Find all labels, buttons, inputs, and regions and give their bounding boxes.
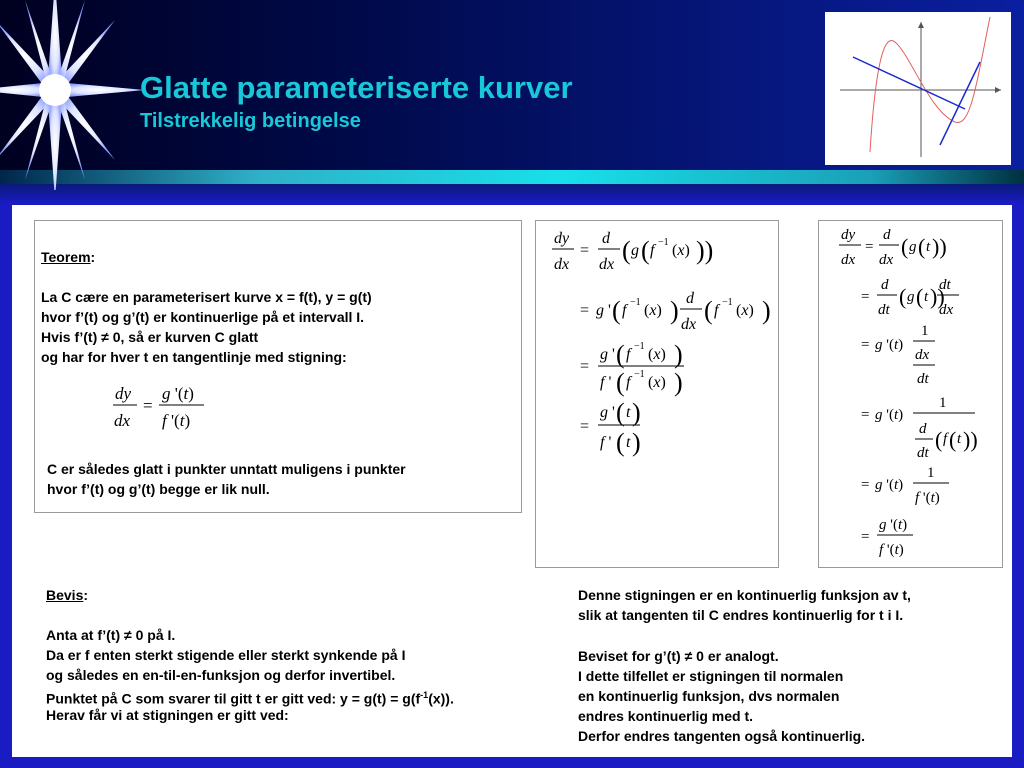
right-text-line: I dette tilfellet er stigningen til normalen — [578, 668, 844, 684]
svg-text:f ': f ' — [600, 374, 612, 391]
right-text-line: endres kontinuerlig med t. — [578, 708, 754, 724]
svg-text:t: t — [626, 434, 631, 451]
svg-text:=: = — [143, 396, 153, 415]
svg-text:d: d — [881, 277, 889, 293]
svg-text:g: g — [631, 242, 639, 259]
proof-point-tail: (x)). — [428, 690, 454, 707]
svg-text:): ) — [674, 368, 683, 397]
svg-text:f '(t): f '(t) — [915, 490, 940, 506]
svg-text:(x): (x) — [736, 302, 754, 319]
svg-text:=: = — [861, 477, 870, 493]
svg-text:(: ( — [612, 296, 621, 325]
inverse-superscript: -1 — [420, 690, 429, 700]
svg-text:dy: dy — [554, 230, 570, 247]
curve-thumbnail — [825, 12, 1011, 165]
content-area — [12, 205, 1012, 757]
svg-text:(: ( — [616, 368, 625, 397]
svg-text:1: 1 — [927, 465, 935, 481]
svg-text:=: = — [580, 302, 590, 319]
theorem-heading: Teorem — [41, 249, 91, 265]
svg-text:): ) — [632, 398, 641, 427]
slope-formula — [109, 379, 239, 439]
theorem-line: og har for hver t en tangentlinje med stigning: — [41, 349, 347, 365]
svg-text:(: ( — [704, 296, 713, 325]
svg-text:d: d — [686, 290, 694, 307]
svg-text:): ) — [632, 428, 641, 457]
svg-text:t: t — [626, 404, 631, 421]
svg-text:t: t — [926, 239, 931, 255]
svg-text:dt: dt — [878, 302, 890, 318]
theorem-conclusion: hvor f’(t) og g’(t) begge er lik null. — [47, 481, 270, 497]
svg-text:d: d — [919, 421, 927, 437]
theorem-line: La C cære en parameterisert kurve x = f(t), y = g(t) — [41, 289, 372, 305]
svg-text:(: ( — [901, 234, 909, 259]
derivation-box-inverse — [818, 220, 1003, 568]
slide-title: Glatte parameteriserte kurver — [140, 70, 573, 105]
svg-text:)): )) — [696, 236, 714, 265]
svg-text:t: t — [957, 431, 962, 447]
svg-text:(: ( — [641, 236, 650, 265]
svg-text:1: 1 — [939, 395, 947, 411]
proof-line: Da er f enten sterkt stigende eller sterkt synkende på I — [46, 647, 406, 663]
svg-text:=: = — [861, 289, 870, 305]
theorem-line: hvor f’(t) og g’(t) er kontinuerlige på et intervall I. — [41, 309, 365, 325]
svg-text:(: ( — [935, 427, 943, 452]
svg-text:dx: dx — [114, 411, 131, 430]
svg-text:dx: dx — [599, 256, 615, 273]
svg-text:(x): (x) — [648, 374, 666, 391]
svg-text:(: ( — [918, 234, 926, 259]
proof-point-text: Punktet på C som svarer til gitt t er gitt ved: y = g(t) = g(f — [46, 690, 421, 707]
svg-text:dx: dx — [915, 347, 930, 363]
proof-line: og således en en-til-en-funksjon og derfor invertibel. — [46, 667, 396, 683]
svg-text:dt: dt — [917, 371, 929, 387]
svg-text:g '(t): g '(t) — [875, 407, 904, 423]
svg-text:=: = — [861, 337, 870, 353]
svg-text:g '(t): g '(t) — [162, 384, 194, 403]
svg-text:(x): (x) — [672, 242, 690, 259]
svg-text:t: t — [924, 289, 929, 305]
right-text-line: Derfor endres tangenten også kontinuerlig. — [578, 728, 866, 744]
svg-text:−1: −1 — [630, 297, 641, 308]
theorem-box — [34, 220, 522, 513]
theorem-heading-row — [41, 247, 95, 267]
svg-text:1: 1 — [921, 323, 929, 339]
svg-text:(: ( — [616, 428, 625, 457]
svg-text:)): )) — [930, 284, 945, 309]
theorem-line: Hvis f’(t) ≠ 0, så er kurven C glatt — [41, 329, 259, 345]
derivation-box-chain — [535, 220, 779, 568]
svg-text:): ) — [670, 296, 679, 325]
svg-text:g ': g ' — [596, 302, 611, 319]
svg-text:g ': g ' — [600, 346, 615, 363]
svg-text:=: = — [580, 358, 590, 375]
svg-text:=: = — [580, 418, 590, 435]
svg-text:−1: −1 — [658, 237, 669, 248]
svg-text:): ) — [674, 340, 683, 369]
proof-colon: : — [83, 587, 89, 603]
svg-text:)): )) — [932, 234, 947, 259]
star-icon — [0, 0, 160, 190]
svg-text:d: d — [883, 227, 891, 243]
svg-text:(: ( — [622, 236, 631, 265]
svg-text:g '(t): g '(t) — [875, 337, 904, 353]
theorem-colon: : — [90, 249, 96, 265]
svg-text:dy: dy — [115, 384, 132, 403]
proof-line: Anta at f’(t) ≠ 0 på I. — [46, 627, 176, 643]
svg-text:(x): (x) — [644, 302, 662, 319]
right-text-line: Beviset for g’(t) ≠ 0 er analogt. — [578, 648, 779, 664]
theorem-conclusion: C er således glatt i punkter unntatt muligens i punkter — [47, 461, 406, 477]
svg-text:(: ( — [916, 284, 924, 309]
svg-text:g '(t): g '(t) — [879, 517, 908, 533]
svg-text:f '(t): f '(t) — [162, 411, 191, 430]
svg-text:−1: −1 — [722, 297, 733, 308]
svg-text:dt: dt — [917, 445, 929, 461]
svg-text:f '(t): f '(t) — [879, 542, 904, 558]
right-text-line: slik at tangenten til C endres kontinuerlig for t i I. — [578, 607, 904, 623]
svg-text:=: = — [861, 529, 870, 545]
svg-text:−1: −1 — [634, 341, 645, 352]
svg-text:(: ( — [616, 340, 625, 369]
svg-text:dt: dt — [939, 277, 951, 293]
svg-text:(: ( — [949, 427, 957, 452]
svg-text:dx: dx — [554, 256, 570, 273]
svg-text:dy: dy — [841, 227, 856, 243]
proof-heading-row — [46, 585, 88, 605]
svg-text:d: d — [602, 230, 610, 247]
svg-text:dx: dx — [939, 302, 954, 318]
svg-text:g ': g ' — [600, 404, 615, 421]
svg-text:f ': f ' — [600, 434, 612, 451]
slide-subtitle: Tilstrekkelig betingelse — [140, 110, 361, 132]
svg-text:)): )) — [963, 427, 978, 452]
svg-text:f: f — [714, 302, 719, 319]
proof-line: Herav får vi at stigningen er gitt ved: — [46, 707, 289, 723]
svg-text:g '(t): g '(t) — [875, 477, 904, 493]
svg-text:f: f — [622, 302, 627, 319]
svg-text:dx: dx — [879, 252, 894, 268]
svg-text:g: g — [909, 239, 917, 255]
svg-text:dx: dx — [681, 316, 697, 333]
svg-text:f: f — [626, 374, 631, 391]
svg-text:(: ( — [899, 284, 907, 309]
svg-text:f: f — [943, 431, 948, 447]
proof-heading: Bevis — [46, 587, 84, 603]
svg-text:f: f — [626, 346, 631, 363]
right-text-line: Denne stigningen er en kontinuerlig funksjon av t, — [578, 587, 911, 603]
svg-text:=: = — [865, 239, 874, 255]
svg-text:): ) — [762, 296, 771, 325]
svg-text:(: ( — [616, 398, 625, 427]
svg-text:f: f — [650, 242, 655, 259]
svg-text:=: = — [580, 242, 590, 259]
svg-text:g: g — [907, 289, 915, 305]
svg-text:−1: −1 — [634, 369, 645, 380]
svg-text:=: = — [861, 407, 870, 423]
svg-text:(x): (x) — [648, 346, 666, 363]
svg-text:dx: dx — [841, 252, 856, 268]
right-text-line: en kontinuerlig funksjon, dvs normalen — [578, 688, 840, 704]
